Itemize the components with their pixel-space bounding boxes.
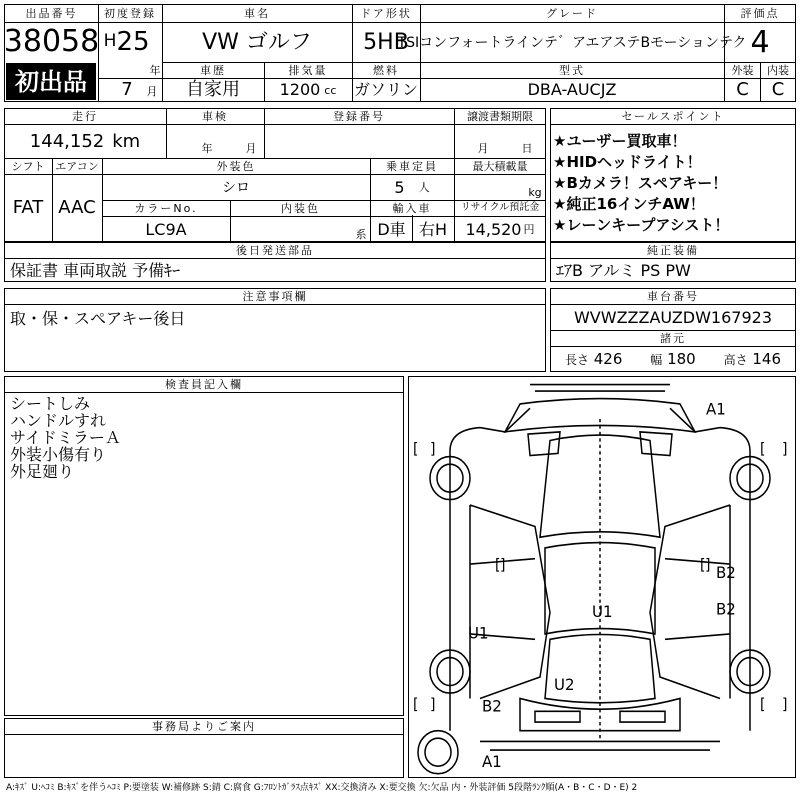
svg-text:]: ]: [782, 696, 788, 714]
front-grille-right: [640, 432, 672, 456]
score-label: 評価点: [725, 6, 795, 21]
history-label: 車歴: [163, 63, 263, 77]
ext-grade: C: [736, 79, 749, 100]
car-damage-diagram: [410, 376, 795, 778]
notes-value: 取・保・スペアキー後日: [10, 309, 186, 328]
import-value: D車: [377, 219, 406, 239]
svg-text:]: ]: [705, 557, 711, 574]
fuel: ガソリン: [353, 80, 418, 99]
reg-label: 初度登録: [99, 6, 161, 21]
wid-label: 幅: [650, 353, 663, 367]
dims-label: 諸元: [551, 331, 795, 345]
load-unit: kg: [528, 185, 542, 199]
sales-label: セールスポイント: [551, 109, 795, 123]
svg-text:]: ]: [500, 557, 506, 574]
inspector-line: サイドミラーＡ: [10, 428, 121, 447]
score: 4: [750, 24, 770, 60]
lot-number: 38058: [3, 24, 100, 59]
sales-point: ★純正16インチAW！: [553, 195, 705, 213]
chassis-label: 車台番号: [551, 289, 795, 303]
ext-label: 外装: [731, 63, 754, 77]
intcolor-label: 内装色: [231, 201, 370, 215]
transfer-label: 譲渡書類期限: [455, 109, 545, 123]
parts-value: 保証書 車両取説 予備ｷｰ: [10, 260, 181, 280]
import-label: 輸入車: [371, 201, 453, 215]
history: 自家用: [186, 79, 240, 100]
grade-label: グレード: [421, 6, 723, 21]
svg-text:[: [: [413, 696, 419, 714]
inspection-month-unit: 月: [245, 141, 257, 155]
left-side-panel: [470, 505, 550, 698]
capacity-label: 乗車定員: [371, 159, 453, 173]
mark-a1-top: A1: [706, 400, 726, 419]
era: H: [103, 30, 117, 51]
inspector-line: 外足廻り: [10, 462, 75, 481]
door-label: ドア形状: [353, 6, 419, 21]
rear-bumper: [480, 741, 720, 750]
inspector-line: 外装小傷有り: [10, 445, 107, 464]
inspector-label: 検査員記入欄: [5, 377, 403, 391]
svg-text:[: [: [700, 557, 706, 574]
recycle-label: リサイクル預託金: [460, 202, 540, 213]
svg-text:]: ]: [782, 440, 788, 458]
mark-u1-left: U1: [468, 623, 489, 643]
svg-text:]: ]: [430, 696, 436, 714]
ac-label: エアコン: [53, 159, 101, 173]
disp-label: 排気量: [265, 63, 351, 77]
svg-text:[: [: [413, 440, 419, 458]
shift-label: シフト: [5, 159, 51, 173]
color-number: LC9A: [145, 219, 187, 239]
intcolor-unit: 系: [355, 227, 367, 241]
transfer-day-unit: 日: [521, 141, 533, 155]
office-label: 事務局よりご案内: [5, 719, 403, 733]
car-name: VW ゴルフ: [202, 29, 312, 55]
regno-label: 登録番号: [265, 109, 453, 123]
damage-marks: [468, 400, 736, 771]
capacity: 5 人: [394, 177, 430, 197]
length: 426: [593, 350, 623, 368]
sales-point: ★レーンキープアシスト！: [553, 216, 730, 234]
parts-label: 後日発送部品: [5, 243, 545, 257]
chassis-number: WVWZZZAUZDW167923: [573, 307, 773, 327]
notes-label: 注意事項欄: [5, 289, 545, 303]
recycle: 14,520 円: [465, 219, 535, 239]
svg-text:]: ]: [430, 440, 436, 458]
fuel-label: 燃料: [353, 63, 419, 77]
inspector-line: ハンドルすれ: [10, 411, 107, 430]
year-unit: 年: [149, 63, 161, 77]
grade: TSIコンフォートラインテ゛アエアステBモーションテク: [397, 34, 747, 51]
color-label: 外装色: [103, 159, 369, 173]
mark-b2-right-2: B2: [716, 600, 736, 619]
dimensions: [551, 348, 795, 371]
inspector-notes: [10, 395, 121, 480]
sales-list: [553, 131, 793, 236]
door-type: 5HB: [363, 29, 409, 55]
svg-text:[: [: [760, 696, 766, 714]
front-bumper: [530, 385, 670, 391]
legend: A:ｷｽﾞ U:ﾍｺﾐ B:ｷｽﾞを伴うﾍｺﾐ P:要塗装 W:補修跡 S:錆 C:腐食 G:ﾌﾛﾝﾄｶﾞﾗｽ点ｷｽﾞ XX:交換済み X:要交換 欠:欠品 内・外装評価 5段階ﾗﾝｸ順(A・B・C・D・E) 2: [6, 782, 638, 793]
name-label: 車名: [163, 6, 351, 21]
int-label: 内装: [767, 63, 789, 77]
inspection-year-unit: 年: [201, 141, 213, 155]
mark-b2-left: B2: [482, 696, 502, 716]
inspector-line: シートしみ: [10, 394, 91, 413]
load-label: 最大積載量: [455, 159, 545, 173]
ac: AAC: [58, 197, 96, 218]
int-grade: C: [771, 79, 785, 100]
svg-text:[: [: [760, 440, 766, 458]
sales-point: ★ユーザー買取車！: [553, 132, 687, 150]
mark-u2: U2: [554, 675, 575, 695]
model-label: 型式: [421, 63, 723, 77]
inspection-label: 車検: [167, 109, 263, 123]
lot-label: 出品番号: [5, 6, 98, 21]
colorno-label: カラーNo.: [103, 201, 229, 215]
equipment-value: ｴｱB アルミ PS PW: [556, 260, 691, 280]
reg-month: 7: [121, 79, 133, 100]
shift: FAT: [12, 197, 44, 218]
equipment-label: 純正装備: [551, 243, 795, 257]
mileage: 144,152 km: [29, 130, 141, 152]
hei-label: 高さ: [723, 353, 748, 367]
len-label: 長さ: [564, 353, 589, 367]
month-unit: 月: [146, 84, 158, 98]
model: DBA-AUCJZ: [527, 80, 617, 99]
mileage-label: 走行: [5, 109, 165, 123]
height: 146: [752, 350, 782, 368]
sales-point: ★Bカメラ！スペアキー！: [553, 174, 728, 192]
width: 180: [667, 350, 696, 368]
mark-b2-right-1: B2: [716, 563, 736, 583]
first-listing-badge: 初出品: [6, 63, 96, 100]
front-grille-left: [528, 432, 560, 456]
color: シロ: [222, 179, 250, 196]
mark-u1-center: U1: [592, 602, 613, 621]
svg-text:[: [: [495, 557, 501, 574]
reg-year: 25: [116, 27, 150, 57]
sales-point: ★HIDヘッドライト！: [553, 153, 702, 171]
handle: 右H: [418, 219, 448, 239]
mark-a1-bottom: A1: [482, 752, 502, 772]
transfer-month-unit: 月: [477, 141, 489, 155]
spare-wheel: [418, 731, 458, 774]
displacement: 1200 cc: [279, 80, 337, 99]
